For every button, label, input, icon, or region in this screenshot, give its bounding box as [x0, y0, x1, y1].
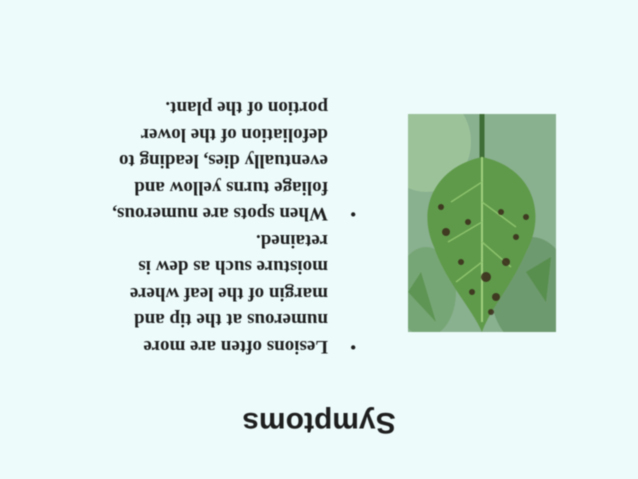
bullet-line: portion of the plant. — [165, 97, 328, 119]
bullet-line: Lesions often are more — [143, 336, 328, 357]
bullet-line: eventually dies, leading to — [118, 150, 328, 172]
bullet-line: moisture such as dew is — [138, 256, 328, 278]
bullet-line: defoliation of the lower — [140, 124, 328, 145]
slide-title: Symptoms — [242, 406, 396, 439]
bullet-line: margin of the leaf where — [129, 283, 328, 304]
bullet-item — [56, 94, 356, 227]
bullet-line: numerous at the tip and — [134, 309, 328, 331]
diseased-leaf-photo — [408, 114, 556, 332]
bullet-line: retained. — [256, 230, 328, 251]
bullet-marker: • — [350, 205, 356, 223]
bullet-marker: • — [350, 338, 356, 355]
bullet-line: When spots are numerous, — [112, 203, 328, 225]
bullet-item — [56, 227, 356, 360]
bullet-line: foliage turns yellow and — [134, 177, 328, 198]
leaf-illustration — [408, 114, 556, 332]
bullet-list — [56, 94, 356, 359]
